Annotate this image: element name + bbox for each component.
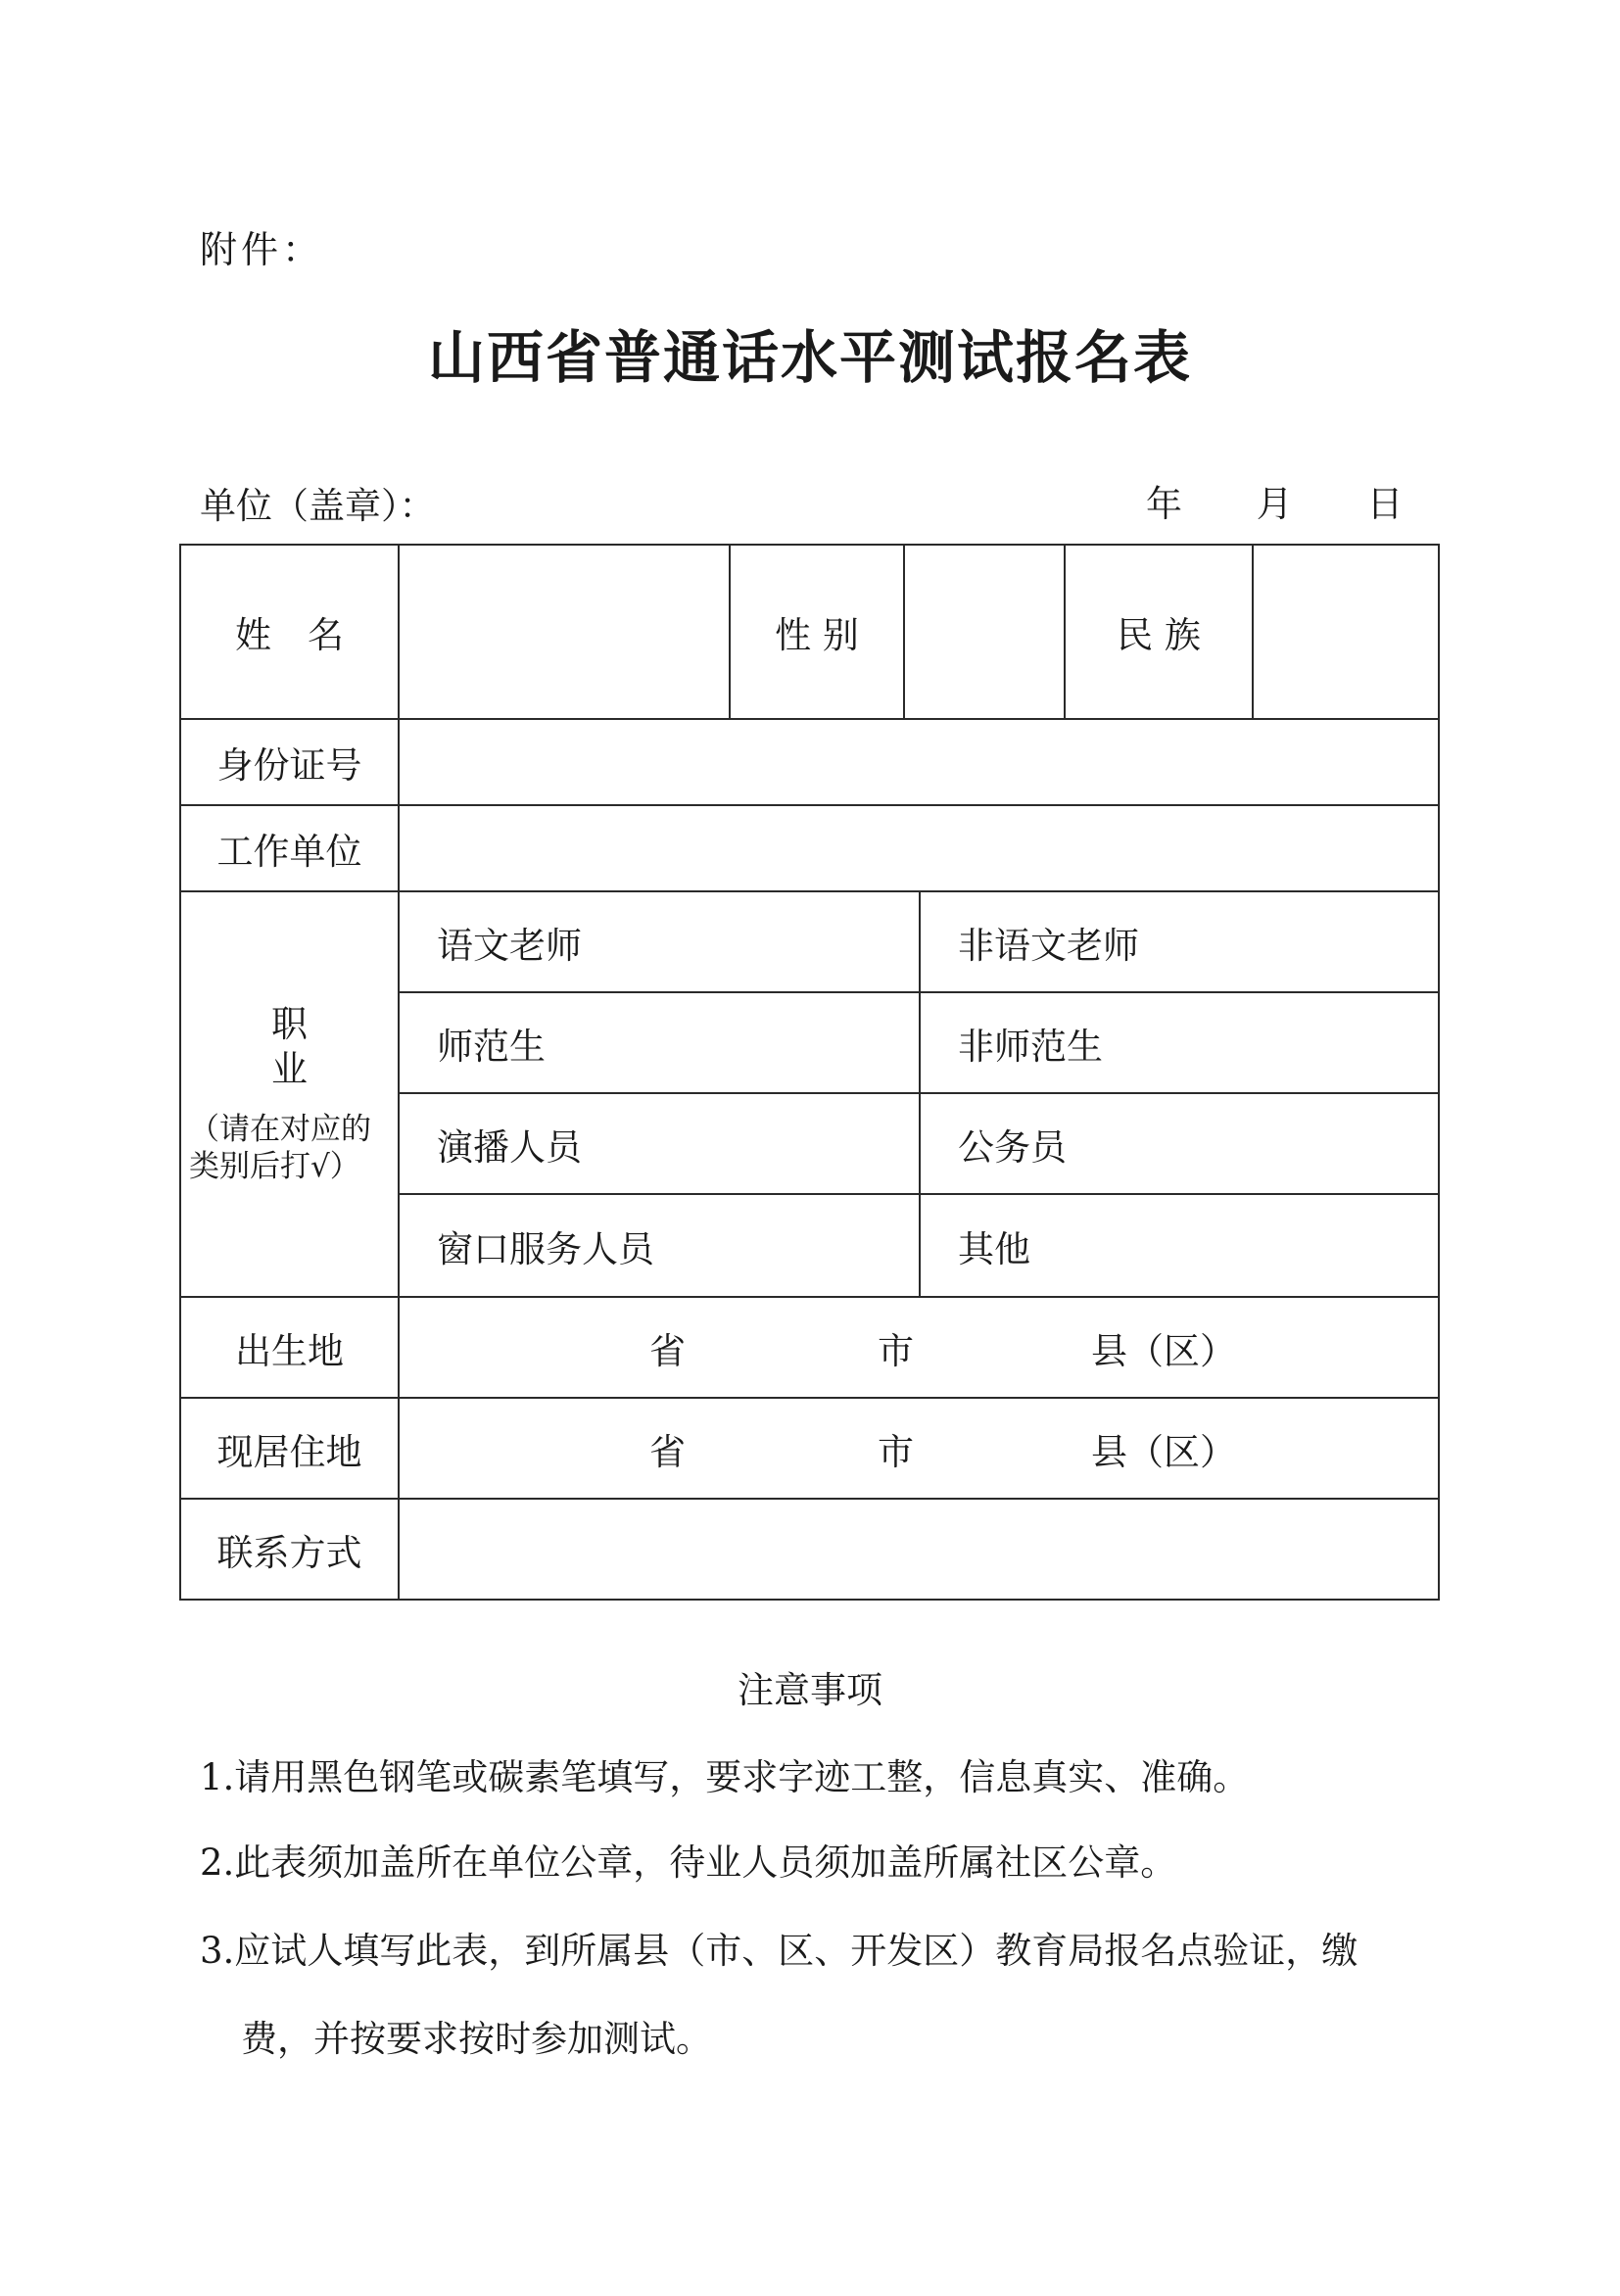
registration-form-table [179, 544, 1440, 1601]
date-month: 月 [1256, 483, 1293, 525]
workplace-label: 工作单位 [180, 805, 399, 891]
occupation-option[interactable]: 窗口服务人员 [399, 1194, 920, 1297]
unit-stamp-label: 单位（盖章）： [200, 485, 436, 527]
city-suffix: 市 [878, 1329, 914, 1372]
workplace-field[interactable] [399, 805, 1439, 891]
ethnicity-label: 民 族 [1065, 545, 1253, 719]
occupation-option[interactable]: 非语文老师 [920, 891, 1439, 992]
note-item: 1.请用黑色钢笔或碳素笔填写，要求字迹工整，信息真实、准确。 [200, 1756, 1250, 1798]
residence-field[interactable] [399, 1398, 1439, 1499]
province-suffix: 省 [649, 1430, 686, 1473]
contact-field[interactable] [399, 1499, 1439, 1600]
occupation-option[interactable]: 演播人员 [399, 1093, 920, 1194]
ethnicity-field[interactable] [1253, 545, 1439, 719]
attachment-label: 附件： [200, 228, 324, 271]
occupation-option[interactable]: 师范生 [399, 992, 920, 1093]
note-item: 3.应试人填写此表，到所属县（市、区、开发区）教育局报名点验证，缴 [200, 1930, 1358, 1972]
county-suffix: 县（区） [1091, 1430, 1236, 1473]
occupation-label: 职 业 [271, 1003, 347, 1091]
occupation-label-cell [180, 891, 399, 1297]
form-title: 山西省普通话水平测试报名表 [427, 324, 1192, 391]
birthplace-label: 出生地 [180, 1297, 399, 1398]
note-item: 2.此表须加盖所在单位公章，待业人员须加盖所属社区公章。 [200, 1842, 1177, 1884]
residence-label: 现居住地 [180, 1398, 399, 1499]
birthplace-field[interactable] [399, 1297, 1439, 1398]
occupation-option[interactable]: 语文老师 [399, 891, 920, 992]
province-suffix: 省 [649, 1329, 686, 1372]
gender-label: 性 别 [730, 545, 904, 719]
name-label: 姓 名 [180, 545, 399, 719]
name-field[interactable] [399, 545, 730, 719]
county-suffix: 县（区） [1091, 1329, 1236, 1372]
date-day: 日 [1366, 483, 1404, 525]
note-item-continued: 费，并按要求按时参加测试。 [241, 2018, 712, 2060]
occupation-note: （请在对应的类别后打√） [189, 1111, 371, 1185]
notes-title: 注意事项 [738, 1669, 882, 1711]
id-number-label: 身份证号 [180, 719, 399, 805]
gender-field[interactable] [904, 545, 1065, 719]
city-suffix: 市 [878, 1430, 914, 1473]
date-line [1146, 474, 1466, 527]
contact-label: 联系方式 [180, 1499, 399, 1600]
occupation-option[interactable]: 其他 [920, 1194, 1439, 1297]
date-year: 年 [1146, 483, 1182, 525]
id-number-field[interactable] [399, 719, 1439, 805]
occupation-option[interactable]: 公务员 [920, 1093, 1439, 1194]
occupation-option[interactable]: 非师范生 [920, 992, 1439, 1093]
